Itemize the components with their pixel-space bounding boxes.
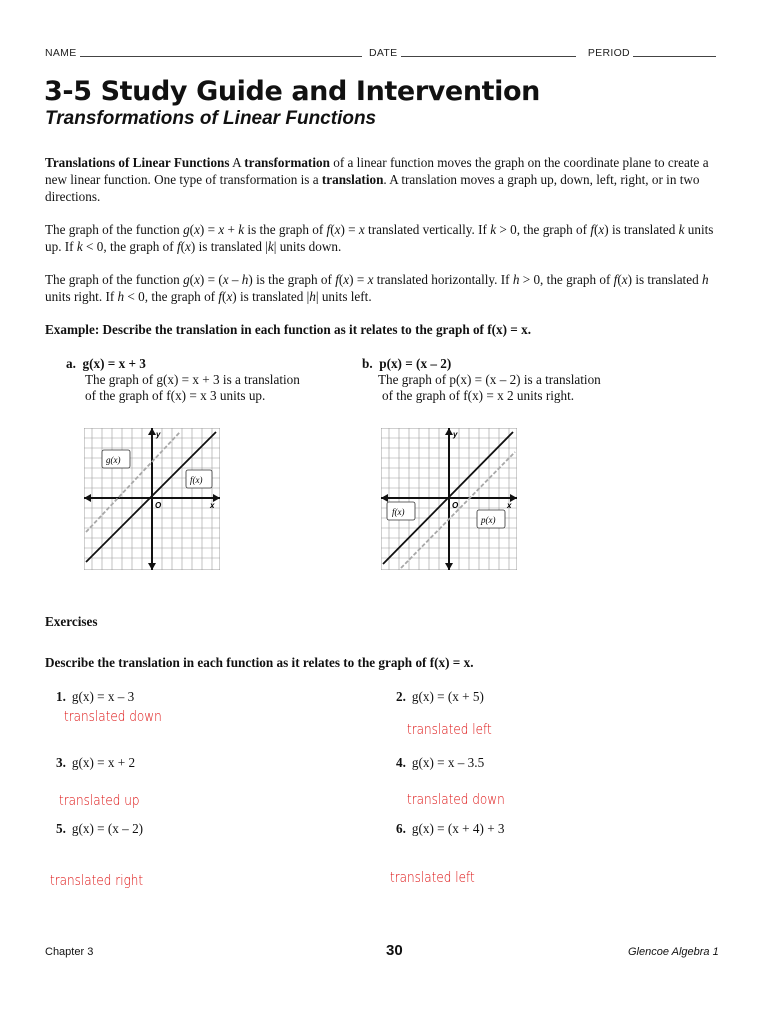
exercise-1	[56, 689, 134, 705]
para-text: is the graph of	[252, 272, 336, 287]
intro-text: of a linear function moves the graph on the coordinate plane to create a new linear function. One type of transformation is a	[45, 155, 709, 187]
exercise-3	[56, 755, 135, 771]
exercises-heading: Exercises	[45, 614, 98, 629]
intro-paragraph	[45, 154, 725, 205]
example-a-line1: The graph of g(x) = x + 3 is a translation	[85, 372, 300, 387]
footer-book-title: Glencoe Algebra 1	[628, 946, 719, 958]
example-heading: Example: Describe the translation in each function as it relates to the graph of f(x) = x.	[45, 322, 531, 337]
name-field[interactable]	[80, 46, 362, 57]
answer-5[interactable]: translated right	[50, 873, 144, 889]
footer-chapter: Chapter 3	[45, 946, 94, 958]
graph-example-a	[84, 428, 220, 570]
para-text: < 0, the graph of	[124, 289, 219, 304]
exercise-equation: g(x) = x – 3	[71, 689, 135, 704]
label-p: p(x)	[481, 515, 496, 525]
exercise-equation: g(x) = x – 3.5	[411, 755, 485, 770]
para-text: is the graph of	[244, 222, 327, 237]
origin-label: O	[155, 501, 162, 510]
para-text: ) =	[199, 222, 219, 237]
para-text: translated horizontally. If	[373, 272, 513, 287]
exercise-2	[396, 689, 484, 705]
intro-text: A	[229, 155, 245, 170]
exercise-6	[396, 821, 505, 837]
para-text: > 0, the graph of	[519, 272, 614, 287]
period-field[interactable]	[633, 46, 716, 57]
example-b-line2: of the graph of f(x) = x 2 units right.	[382, 388, 575, 403]
x-axis-label: x	[507, 501, 512, 510]
para-text: The graph of the function	[45, 222, 184, 237]
exercise-number: 1.	[56, 689, 66, 704]
page-title: 3-5 Study Guide and Intervention	[44, 76, 540, 107]
var-x: x	[194, 222, 200, 237]
x-axis-label: x	[210, 501, 215, 510]
para-text: is translated |	[236, 289, 310, 304]
term-translation: translation	[321, 172, 384, 187]
exercise-4	[396, 755, 484, 771]
intro-text: . A translation moves a graph up, down, left, right, or in two directions.	[45, 172, 700, 204]
period-label: PERIOD	[587, 47, 630, 59]
para-text: translated vertically. If	[364, 222, 491, 237]
para-text: units right. If	[45, 289, 118, 304]
exercise-equation: g(x) = (x + 4) + 3	[411, 821, 505, 836]
var-g: g	[183, 222, 190, 237]
graph-example-b	[381, 428, 517, 570]
exercises-instruction: Describe the translation in each function as it relates to the graph of f(x) = x.	[45, 655, 474, 670]
label-f: f(x)	[190, 475, 203, 485]
exercise-5	[56, 821, 143, 837]
example-a-label: a.	[66, 356, 76, 371]
label-g: g(x)	[106, 455, 121, 465]
para-text: The graph of the function	[45, 272, 184, 287]
exercise-number: 4.	[396, 755, 406, 770]
para-text: (	[189, 222, 195, 237]
para-text: is translated |	[195, 239, 268, 254]
name-label: NAME	[45, 47, 77, 59]
para-text: > 0, the graph of	[496, 222, 591, 237]
date-field[interactable]	[401, 46, 576, 57]
answer-1[interactable]: translated down	[64, 709, 162, 725]
example-b-line1: The graph of p(x) = (x – 2) is a translation	[378, 372, 601, 387]
y-axis-label: y	[453, 430, 458, 439]
example-a-equation: g(x) = x + 3	[82, 356, 146, 371]
exercise-equation: g(x) = (x + 5)	[411, 689, 484, 704]
var-x: x	[218, 222, 225, 237]
intro-term-heading: Translations of Linear Functions	[45, 155, 230, 170]
exercise-equation: g(x) = (x – 2)	[71, 821, 144, 836]
answer-4[interactable]: translated down	[407, 792, 505, 808]
date-label: DATE	[368, 47, 398, 59]
para-text: | units down.	[273, 239, 342, 254]
example-a	[66, 356, 300, 404]
var-k: k	[238, 222, 245, 237]
para-text: +	[224, 222, 239, 237]
para-text: units up. If	[45, 222, 714, 254]
example-b-equation: p(x) = (x – 2)	[379, 356, 452, 371]
exercise-number: 6.	[396, 821, 406, 836]
answer-6[interactable]: translated left	[390, 870, 475, 886]
label-f: f(x)	[392, 507, 405, 517]
horizontal-translation-paragraph: The graph of the function g(x) = (x – h) is the graph of f(x) = x translated horizontally. If h > 0, the graph of f(x) is translated h units right. If h < 0, the graph of f(x) is translated |h| units left.	[45, 272, 709, 304]
answer-2[interactable]: translated left	[407, 722, 492, 738]
exercise-number: 5.	[56, 821, 66, 836]
para-text: is translated	[608, 222, 679, 237]
example-a-line2: of the graph of f(x) = x 3 units up.	[85, 388, 266, 403]
para-text: | units left.	[315, 289, 372, 304]
var-f: f	[326, 222, 331, 237]
footer-page-number: 30	[386, 942, 403, 959]
header-fields	[45, 46, 725, 59]
para-text: is translated	[632, 272, 702, 287]
example-b	[362, 356, 601, 404]
origin-label: O	[452, 501, 459, 510]
vertical-translation-paragraph: The graph of the function g(x) = x + k is the graph of f(x) = x translated vertically. If k > 0, the graph of f(x) is translated k units up. If k < 0, the graph of f(x) is translated |k| units down.	[45, 222, 714, 254]
exercise-number: 3.	[56, 755, 66, 770]
answer-3[interactable]: translated up	[59, 793, 140, 809]
term-transformation: transformation	[244, 155, 330, 170]
y-axis-label: y	[156, 430, 161, 439]
page-subtitle: Transformations of Linear Functions	[45, 108, 377, 129]
exercise-equation: g(x) = x + 2	[71, 755, 136, 770]
para-text: < 0, the graph of	[82, 239, 177, 254]
example-b-label: b.	[362, 356, 373, 371]
exercise-number: 2.	[396, 689, 406, 704]
